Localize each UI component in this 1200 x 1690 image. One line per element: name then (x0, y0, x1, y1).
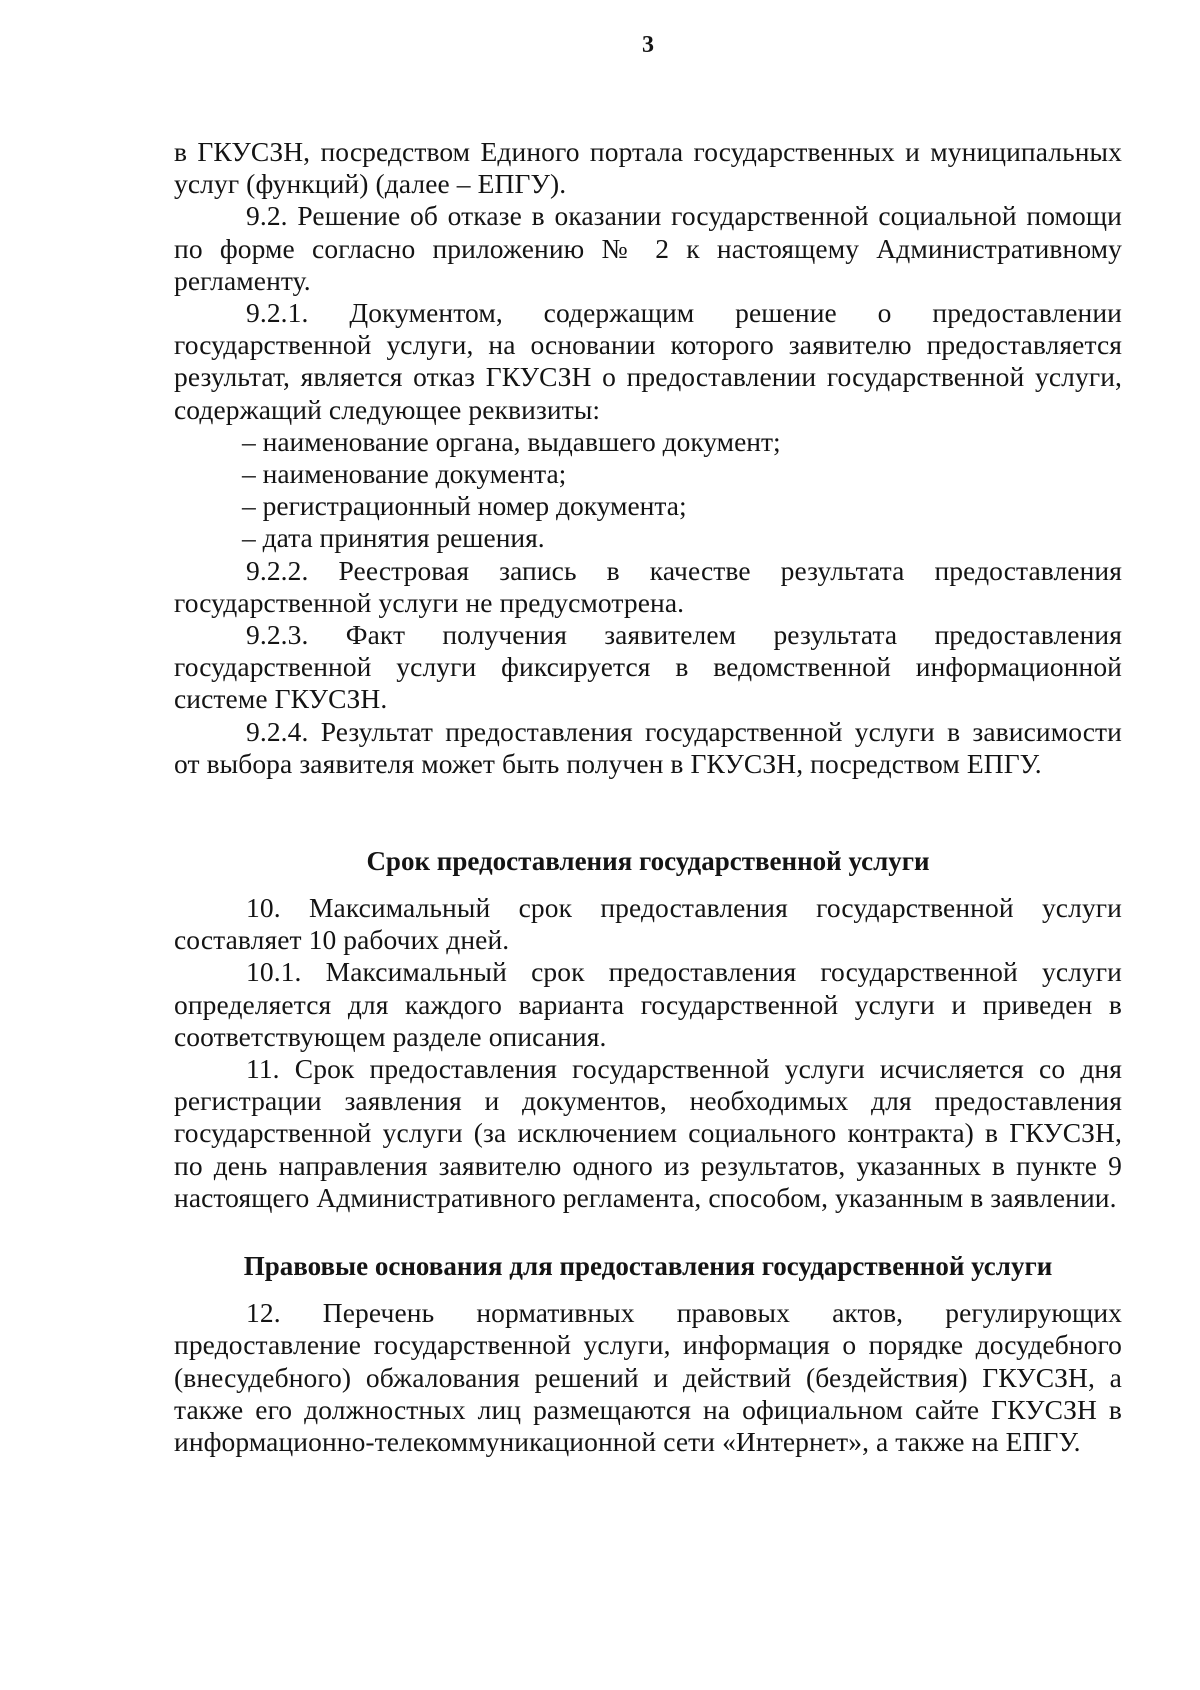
section-spacer (174, 878, 1122, 892)
paragraph-11: 11. Срок предоставления государственной услуги исчисляется со дня регистрации заявления и документов, необходимых для предоставления государственной услуги (за исключением социального контракта) в ГКУСЗН, по день направления заявителю одного из результатов, указанных в пункте 9 настоящего Административного регламента, способом, указанным в заявлении. (174, 1053, 1122, 1213)
page-number: 3 (642, 32, 654, 58)
list-item: – регистрационный номер документа; (242, 490, 687, 522)
paragraph-9-2-4: 9.2.4. Результат предоставления государственной услуги в зависимости от выбора заявителя может быть получен в ГКУСЗН, посредством ЕПГУ. (174, 715, 1122, 779)
section-spacer (174, 780, 1122, 844)
paragraph-12: 12. Перечень нормативных правовых актов, регулирующих предоставление государственной услуги, информация о порядке досудебного (внесудебного) обжалования решений и действий (бездействия) ГКУСЗН, а также его должностных лиц размещаются на официальном сайте ГКУСЗН в информационно-телекоммуникационной сети «Интернет», а также на ЕПГУ. (174, 1297, 1122, 1457)
paragraph-9-2-2: 9.2.2. Реестровая запись в качестве результата предоставления государственной услуги не предусмотрена. (174, 554, 1122, 618)
paragraph-10-1: 10.1. Максимальный срок предоставления государственной услуги определяется для каждого варианта государственной услуги и приведен в соответствующем разделе описания. (174, 956, 1122, 1052)
requisites-list (174, 426, 1122, 555)
paragraph-9-2-3: 9.2.3. Факт получения заявителем результата предоставления государственной услуги фиксируется в ведомственной информационной системе ГКУСЗН. (174, 619, 1122, 715)
paragraph-10: 10. Максимальный срок предоставления государственной услуги составляет 10 рабочих дней. (174, 892, 1122, 956)
paragraph-intro: в ГКУСЗН, посредством Единого портала государственных и муниципальных услуг (функций) (далее – ЕПГУ). (174, 136, 1122, 200)
list-item: – наименование органа, выдавшего документ; (242, 425, 781, 457)
list-item: – наименование документа; (242, 458, 567, 490)
section-heading-legal: Правовые основания для предоставления государственной услуги (243, 1251, 1053, 1282)
section-spacer (174, 1283, 1122, 1297)
section-heading-term: Срок предоставления государственной услуги (366, 846, 930, 877)
document-page (174, 28, 1122, 1458)
list-item: – дата принятия решения. (242, 522, 545, 554)
section-spacer (174, 1214, 1122, 1249)
paragraph-9-2-1: 9.2.1. Документом, содержащим решение о предоставлении государственной услуги, на основании которого заявителю предоставляется результат, является отказ ГКУСЗН о предоставлении государственной услуги, содержащий следующее реквизиты: (174, 297, 1122, 425)
paragraph-9-2: 9.2. Решение об отказе в оказании государственной социальной помощи по форме согласно приложению № 2 к настоящему Административному регламенту. (174, 200, 1122, 296)
